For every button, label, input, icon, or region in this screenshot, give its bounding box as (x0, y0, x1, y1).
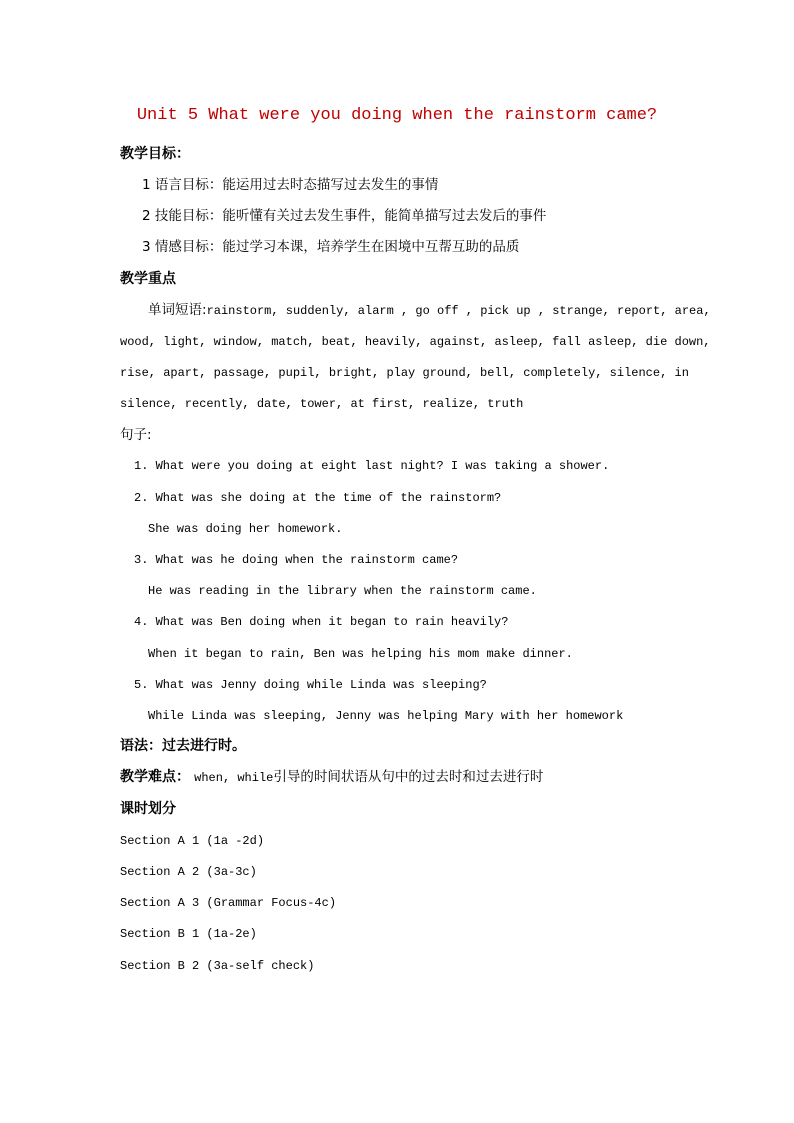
difficulty-heading: 教学难点： (120, 769, 190, 785)
vocab-text-1: rainstorm, suddenly, alarm , go off , pick up , strange, report, area, (206, 304, 711, 318)
sentence-q-3: 3. What was he doing when the rainstorm came? (134, 553, 459, 567)
sentence-a-2: She was doing her homework. (148, 522, 343, 536)
unit-title: Unit 5 What were you doing when the rainstorm came? (136, 106, 658, 125)
goals-heading: 教学目标： (120, 146, 190, 162)
sentences-heading: 句子: (120, 427, 152, 443)
goal-item-1: 1 语言目标：能运用过去时态描写过去发生的事情 (142, 177, 439, 193)
vocab-label: 单词短语: (148, 302, 207, 318)
sentence-q-4: 4. What was Ben doing when it began to rain heavily? (134, 615, 509, 629)
sentence-a-5: While Linda was sleeping, Jenny was helping Mary with her homework (148, 709, 624, 723)
vocab-line-1 (148, 301, 711, 320)
sentence-a-3: He was reading in the library when the rainstorm came. (148, 584, 537, 598)
difficulty-line (120, 768, 543, 787)
difficulty-text: 引导的时间状语从句中的过去时和过去进行时 (273, 769, 544, 785)
goal-item-3: 3 情感目标：能过学习本课，培养学生在困境中互帮互助的品质 (142, 239, 520, 255)
period-item-1: Section A 1 (1a -2d) (120, 834, 265, 848)
period-item-2: Section A 2 (3a-3c) (120, 865, 257, 879)
vocab-line-4: silence, recently, date, tower, at first, realize, truth (120, 397, 524, 411)
period-item-5: Section B 2 (3a-self check) (120, 959, 315, 973)
sentence-q-2: 2. What was she doing at the time of the rainstorm? (134, 491, 502, 505)
periods-heading: 课时划分 (120, 801, 176, 817)
key-points-heading: 教学重点 (120, 271, 176, 287)
vocab-line-2: wood, light, window, match, beat, heavily, against, asleep, fall asleep, die down, (120, 335, 711, 349)
goal-item-2: 2 技能目标：能听懂有关过去发生事件，能简单描写过去发后的事件 (142, 208, 547, 224)
period-item-3: Section A 3 (Grammar Focus-4c) (120, 896, 337, 910)
difficulty-words: when, while (194, 771, 274, 785)
sentence-q-5: 5. What was Jenny doing while Linda was sleeping? (134, 678, 487, 692)
sentence-q-1: 1. What were you doing at eight last night? I was taking a shower. (134, 459, 610, 473)
period-item-4: Section B 1 (1a-2e) (120, 927, 257, 941)
vocab-line-3: rise, apart, passage, pupil, bright, play ground, bell, completely, silence, in (120, 366, 689, 380)
grammar-line: 语法：过去进行时。 (120, 738, 246, 754)
sentence-a-4: When it began to rain, Ben was helping his mom make dinner. (148, 647, 573, 661)
